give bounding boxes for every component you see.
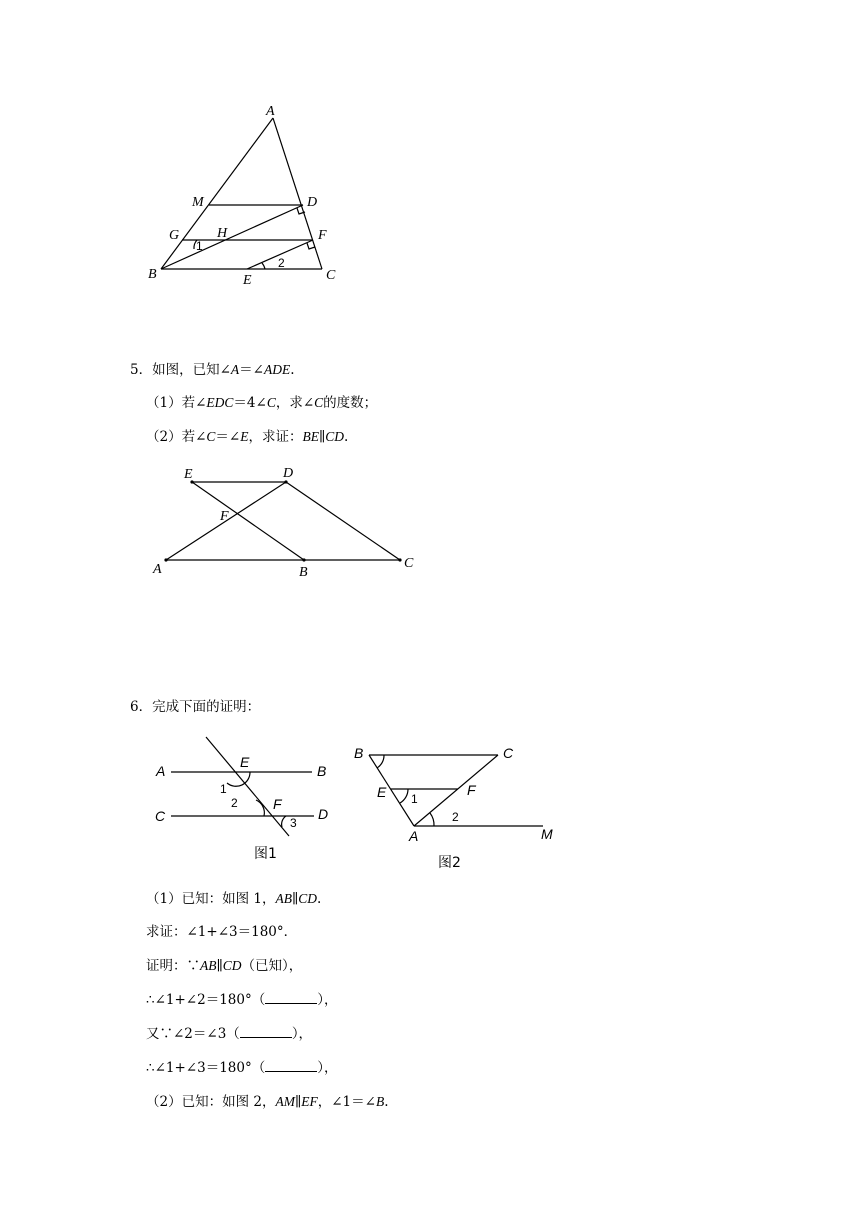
label-M: M: [541, 826, 553, 842]
transversal-line: [206, 737, 289, 836]
label-angle-1: 1: [411, 792, 418, 806]
q6-proof-step-3: 又∵∠2＝∠3（ ），: [146, 1026, 313, 1042]
label-A: A: [156, 763, 166, 779]
label-F: F: [318, 228, 327, 243]
label-D: D: [318, 806, 329, 822]
label-C: C: [404, 556, 414, 571]
label-H: H: [217, 226, 228, 241]
answer-blank-3[interactable]: [265, 1059, 317, 1072]
label-angle-2: 2: [231, 796, 238, 810]
caption-figure-1: 图1: [254, 846, 277, 862]
label-B: B: [354, 745, 364, 761]
figure-q4: [161, 118, 322, 269]
label-A: A: [153, 562, 162, 577]
q6-prove-1: 求证：∠1+∠3＝180°．: [146, 924, 298, 940]
label-D: D: [307, 195, 318, 210]
segment-AB: [161, 118, 273, 269]
answer-blank-1[interactable]: [265, 991, 317, 1004]
q5-part-1: （1）若∠EDC＝4∠C，求∠C的度数；: [146, 395, 378, 411]
angle-arc-2: [262, 263, 265, 269]
label-C: C: [503, 745, 514, 761]
label-A: A: [266, 104, 275, 119]
angle-arc-B: [377, 755, 384, 768]
label-E: E: [184, 467, 193, 482]
label-angle-1: 1: [220, 782, 227, 796]
label-C: C: [155, 808, 166, 824]
label-B: B: [148, 267, 157, 282]
label-B: B: [317, 763, 327, 779]
caption-figure-2: 图2: [438, 855, 461, 871]
q5-stem: 5．如图，已知∠A＝∠ADE.: [130, 362, 295, 378]
angle-arc-1: [400, 789, 408, 803]
label-E: E: [243, 273, 252, 288]
label-angle-2: 2: [278, 256, 285, 270]
label-angle-1: 1: [196, 239, 203, 253]
angle-arc-2: [256, 800, 264, 816]
angle-arc-2: [430, 813, 434, 826]
segment-DC: [286, 482, 400, 560]
q6-proof-step-4: ∴∠1+∠3＝180°（ ），: [146, 1060, 338, 1076]
q6-proof-step-1: 证明：∵AB∥CD（已知），: [146, 958, 303, 974]
q6-given-2: （2）已知：如图 2，AM∥EF，∠1＝∠B.: [146, 1094, 389, 1110]
segment-EB: [192, 482, 304, 560]
label-B: B: [299, 565, 308, 580]
label-C: C: [326, 268, 336, 283]
q5-part-2: （2）若∠C＝∠E，求证：BE∥CD.: [146, 429, 349, 445]
label-M: M: [192, 195, 204, 210]
segment-BA: [369, 755, 414, 826]
label-F: F: [220, 509, 229, 524]
q6-given-1: （1）已知：如图 1，AB∥CD.: [146, 891, 322, 907]
label-angle-2: 2: [452, 810, 459, 824]
label-E: E: [377, 784, 387, 800]
angle-arc-3: [282, 816, 286, 827]
q6-stem: 6．完成下面的证明：: [130, 699, 261, 715]
label-E: E: [240, 754, 250, 770]
label-angle-3: 3: [290, 816, 297, 830]
q6-proof-step-2: ∴∠1+∠2＝180°（ ），: [146, 992, 338, 1008]
label-F: F: [273, 796, 282, 812]
label-G: G: [169, 228, 180, 243]
label-F: F: [467, 782, 476, 798]
angle-arc-1: [227, 772, 250, 786]
label-D: D: [283, 466, 294, 481]
figure-q5: [166, 482, 400, 560]
answer-blank-2[interactable]: [240, 1025, 292, 1038]
label-A: A: [409, 828, 419, 844]
